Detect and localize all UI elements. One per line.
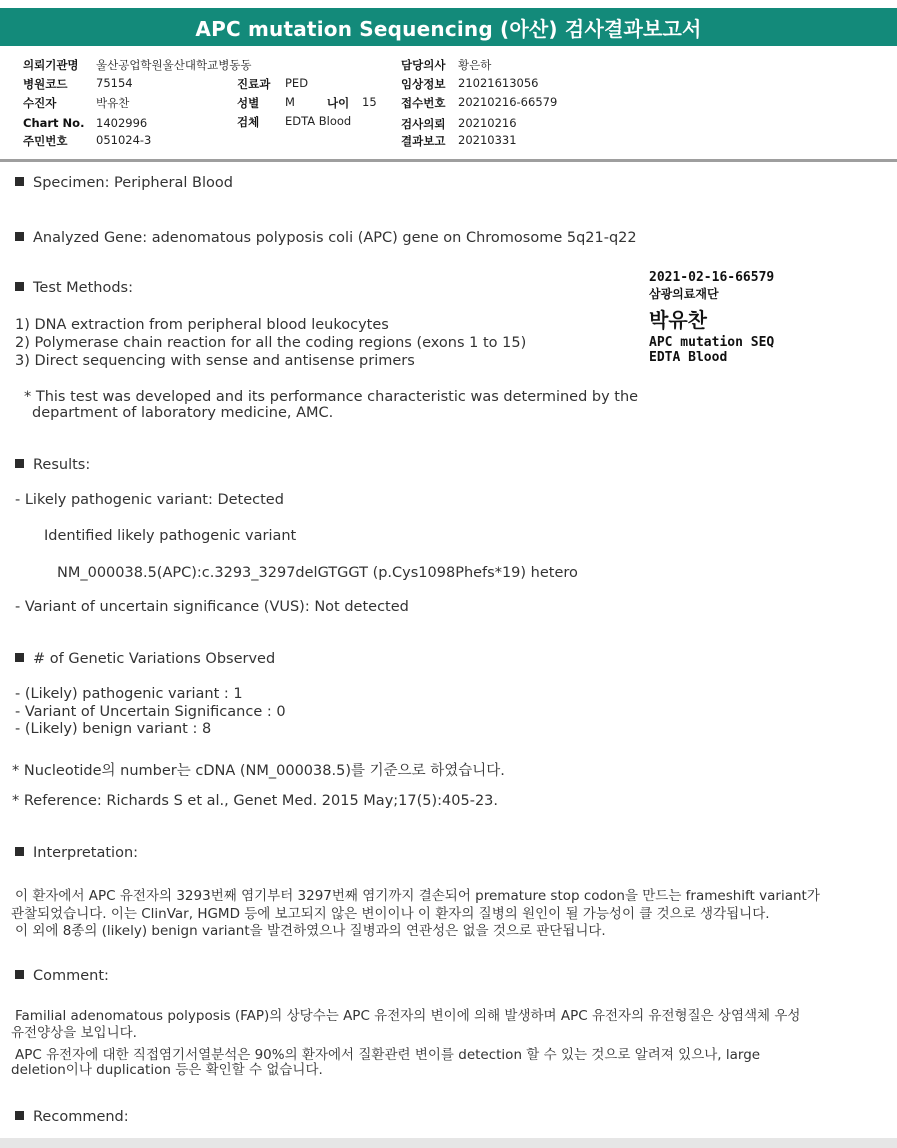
patient-value: 박유찬 <box>96 96 130 110</box>
count-item: - (Likely) benign variant : 8 <box>15 721 212 737</box>
resident-label: 주민번호 <box>23 134 68 148</box>
result-identified: Identified likely pathogenic variant <box>44 528 297 544</box>
gene-section: Analyzed Gene: adenomatous polyposis coli (APC) gene on Chromosome 5q21-q22 <box>15 230 637 246</box>
header-divider <box>0 159 897 162</box>
age-label: 나이 <box>327 96 350 110</box>
report-title: APC mutation Sequencing (아산) 검사결과보고서 <box>0 8 897 46</box>
specimen-type-value: EDTA Blood <box>285 114 352 128</box>
bullet-square-icon <box>15 459 24 468</box>
doctor-value: 황은하 <box>458 58 492 72</box>
specimen-type-label: 검체 <box>237 115 260 129</box>
bullet-square-icon <box>15 1111 24 1120</box>
dept-label: 진료과 <box>237 77 271 91</box>
stamp-specimen: EDTA Blood <box>649 350 728 365</box>
comment-line: deletion이나 duplication 등은 확인할 수 없습니다. <box>11 1062 323 1078</box>
specimen-section: Specimen: Peripheral Blood <box>15 175 233 191</box>
receipt-label: 접수번호 <box>401 96 446 110</box>
chart-label: Chart No. <box>23 116 85 130</box>
stamp-test: APC mutation SEQ <box>649 335 775 350</box>
bullet-square-icon <box>15 970 24 979</box>
comment-line: Familial adenomatous polyposis (FAP)의 상당수는 APC 유전자의 변이에 의해 발생하며 APC 유전자의 유전형질은 상염색체 우성 <box>15 1008 801 1024</box>
comment-heading: Comment: <box>15 968 109 984</box>
report-header <box>0 55 897 155</box>
methods-note: * This test was developed and its performance characteristic was determined by the <box>24 389 639 405</box>
sex-value: M <box>285 95 295 109</box>
page-bottom-band <box>0 1138 897 1148</box>
method-item: 1) DNA extraction from peripheral blood leukocytes <box>15 317 389 333</box>
stamp-org: 삼광의료재단 <box>649 287 719 301</box>
dept-value: PED <box>285 76 309 90</box>
stamp-id: 2021-02-16-66579 <box>649 270 775 285</box>
resident-value: 051024-3 <box>96 133 152 147</box>
interpretation-heading: Interpretation: <box>15 845 138 861</box>
bullet-square-icon <box>15 282 24 291</box>
clinical-label: 임상정보 <box>401 77 446 91</box>
nucleotide-note: * Nucleotide의 number는 cDNA (NM_000038.5)를 기준으로 하였습니다. <box>12 763 505 779</box>
institution-value: 울산공업학원울산대학교병동동 <box>96 58 252 72</box>
comment-line: 유전양상을 보입니다. <box>11 1025 137 1041</box>
interpretation-line: 이 환자에서 APC 유전자의 3293번째 염기부터 3297번째 염기까지 결손되어 premature stop codon을 만드는 frameshift variant가 <box>15 888 820 904</box>
result-vus: - Variant of uncertain significance (VUS): Not detected <box>15 599 409 615</box>
specimen-label-stamp <box>649 270 774 365</box>
clinical-value: 21021613056 <box>458 76 539 90</box>
comment-line: APC 유전자에 대한 직접염기서열분석은 90%의 환자에서 질환관련 변이를 detection 할 수 있는 것으로 알려져 있으나, large <box>15 1047 761 1063</box>
request-label: 검사의뢰 <box>401 117 446 131</box>
chart-value: 1402996 <box>96 116 148 130</box>
sex-label: 성별 <box>237 96 260 110</box>
count-item: - Variant of Uncertain Significance : 0 <box>15 704 286 720</box>
results-heading: Results: <box>15 457 90 473</box>
report-date-label: 결과보고 <box>401 134 446 148</box>
methods-heading: Test Methods: <box>15 280 133 296</box>
age-value: 15 <box>362 95 377 109</box>
bullet-square-icon <box>15 232 24 241</box>
patient-label: 수진자 <box>23 96 57 110</box>
reference-note: * Reference: Richards S et al., Genet Med. 2015 May;17(5):405-23. <box>12 793 498 809</box>
result-likely-pathogenic: - Likely pathogenic variant: Detected <box>15 492 284 508</box>
request-value: 20210216 <box>458 116 517 130</box>
bullet-square-icon <box>15 177 24 186</box>
result-variant: NM_000038.5(APC):c.3293_3297delGTGGT (p.Cys1098Phefs*19) hetero <box>57 565 578 581</box>
count-heading: # of Genetic Variations Observed <box>15 651 275 667</box>
stamp-patient: 박유찬 <box>649 308 707 332</box>
method-item: 3) Direct sequencing with sense and antisense primers <box>15 353 415 369</box>
bullet-square-icon <box>15 653 24 662</box>
bullet-square-icon <box>15 847 24 856</box>
receipt-value: 20210216-66579 <box>458 95 558 109</box>
method-item: 2) Polymerase chain reaction for all the coding regions (exons 1 to 15) <box>15 335 527 351</box>
interpretation-line: 관찰되었습니다. 이는 ClinVar, HGMD 등에 보고되지 않은 변이이나 이 환자의 질병의 원인이 될 가능성이 클 것으로 생각됩니다. <box>11 906 770 922</box>
interpretation-line: 이 외에 8종의 (likely) benign variant을 발견하였으나 질병과의 연관성은 없을 것으로 판단됩니다. <box>15 923 606 939</box>
hospital-code-value: 75154 <box>96 76 133 90</box>
hospital-code-label: 병원코드 <box>23 77 68 91</box>
count-item: - (Likely) pathogenic variant : 1 <box>15 686 243 702</box>
institution-label: 의뢰기관명 <box>23 58 79 72</box>
report-date-value: 20210331 <box>458 133 517 147</box>
doctor-label: 담당의사 <box>401 58 446 72</box>
recommend-heading: Recommend: <box>15 1109 129 1125</box>
methods-note-cont: department of laboratory medicine, AMC. <box>32 405 334 421</box>
